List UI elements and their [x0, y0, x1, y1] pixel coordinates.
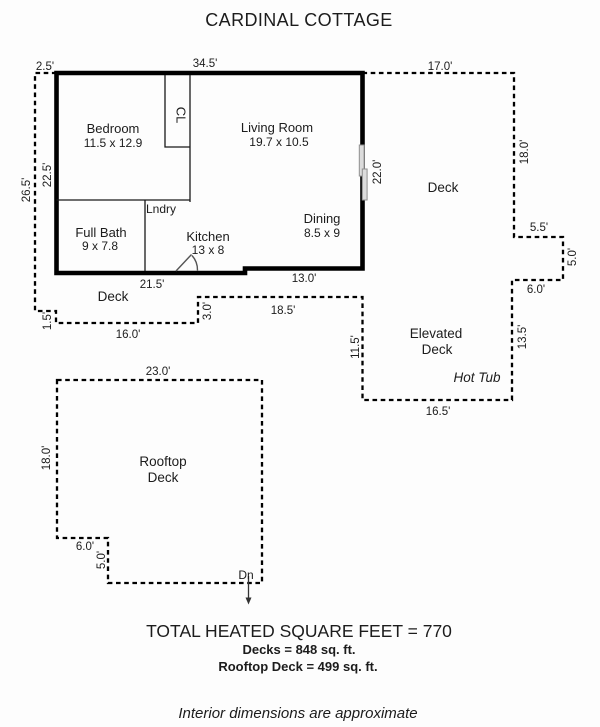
room-dims-full-bath: 9 x 7.8 — [81, 239, 119, 253]
elevated-deck-label-line1: Elevated — [409, 326, 463, 341]
dim-house-right-height: 22.0' — [372, 159, 385, 185]
deck-right-label: Deck — [427, 180, 459, 195]
dim-deck-right-side: 18.0' — [519, 139, 532, 165]
room-dims-dining: 8.5 x 9 — [303, 226, 341, 240]
dim-lower-deck-left: 1.5' — [42, 311, 55, 331]
dim-deck-left-offset: 2.5' — [35, 61, 55, 73]
dim-house-top-width: 34.5' — [192, 58, 218, 70]
dim-deck-notch-top: 5.5' — [529, 222, 549, 234]
dim-rooftop-notch-bottom: 6.0' — [75, 541, 95, 553]
rooftop-deck-label-line2: Deck — [147, 470, 179, 485]
dim-elevated-top: 6.0' — [526, 284, 546, 296]
rooftop-deck-label-line1: Rooftop — [139, 454, 187, 469]
room-dims-bedroom: 11.5 x 12.9 — [83, 136, 143, 150]
approximate-note: Interior dimensions are approximate — [178, 705, 418, 722]
dim-lower-deck-inner: 18.5' — [270, 305, 296, 317]
rooftop-sqft: Rooftop Deck = 499 sq. ft. — [218, 659, 378, 674]
room-label-living-room: Living Room — [240, 120, 314, 135]
room-dims-living-room: 19.7 x 10.5 — [249, 135, 309, 149]
dim-elevated-left: 11.5' — [350, 335, 363, 359]
decks-sqft: Decks = 848 sq. ft. — [242, 642, 356, 657]
room-label-kitchen: Kitchen — [186, 229, 230, 244]
total-heated-sqft: TOTAL HEATED SQUARE FEET = 770 — [146, 621, 452, 641]
down-label: Dn — [238, 568, 254, 582]
room-label-closet: CL — [173, 106, 189, 124]
dim-dining-wall: 13.0' — [291, 273, 317, 285]
dim-kitchen-wall: 21.5' — [139, 279, 165, 291]
dim-elevated-right: 13.5' — [517, 324, 530, 350]
elevated-deck-label-line2: Deck — [421, 342, 453, 357]
room-label-laundry: Lndry — [145, 202, 177, 216]
room-dims-kitchen: 13 x 8 — [191, 243, 225, 257]
dim-deck-outer-left: 26.5' — [21, 177, 34, 203]
plan-title: CARDINAL COTTAGE — [205, 10, 393, 30]
room-label-dining: Dining — [303, 211, 341, 226]
room-label-bedroom: Bedroom — [86, 121, 140, 136]
hot-tub-label: Hot Tub — [453, 370, 501, 385]
dim-rooftop-left: 18.0' — [41, 445, 54, 471]
dim-deck-notch-side: 5.0' — [567, 247, 580, 267]
dim-rooftop-top: 23.0' — [145, 366, 171, 378]
dim-house-left-height: 22.5' — [42, 162, 55, 188]
deck-lower-label: Deck — [97, 289, 129, 304]
dim-lower-deck-bottom: 16.0' — [115, 329, 141, 341]
dim-elevated-bottom: 16.5' — [425, 406, 451, 418]
dim-rooftop-notch-side: 5.0' — [96, 550, 109, 570]
room-label-full-bath: Full Bath — [75, 225, 127, 240]
dim-lower-deck-step: 3.0' — [202, 301, 215, 321]
dim-deck-right-top: 17.0' — [427, 61, 453, 73]
